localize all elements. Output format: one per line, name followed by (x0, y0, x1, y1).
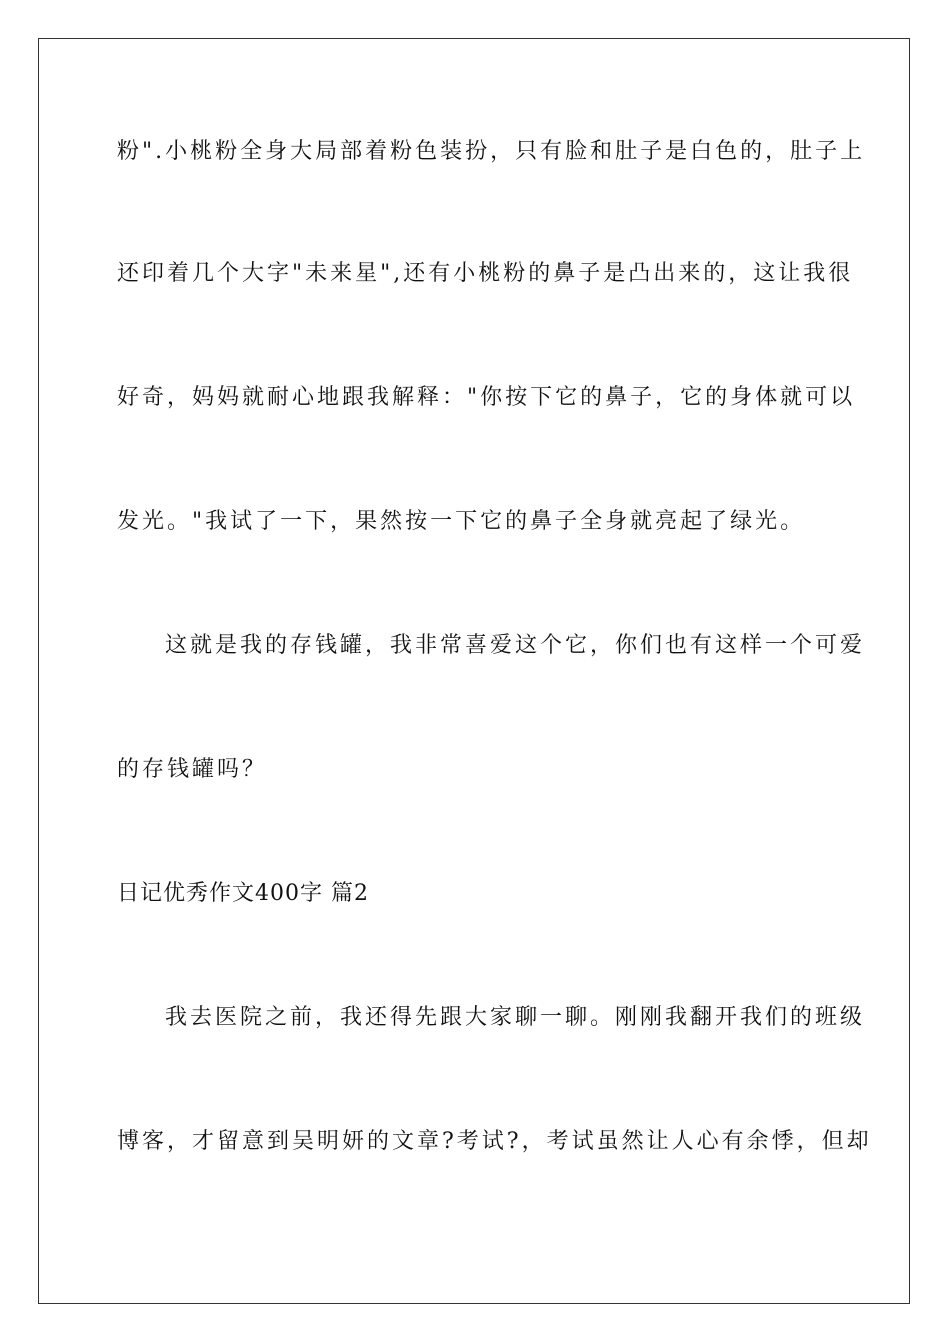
text-line: 粉".小桃粉全身大局部着粉色装扮，只有脸和肚子是白色的，肚子上 (117, 139, 866, 164)
text-line: 发光。"我试了一下，果然按一下它的鼻子全身就亮起了绿光。 (117, 509, 806, 534)
paragraph-first-line: 我去医院之前，我还得先跟大家聊一聊。刚刚我翻开我们的班级 (165, 1005, 866, 1030)
text-line: 好奇，妈妈就耐心地跟我解释："你按下它的鼻子，它的身体就可以 (117, 385, 856, 410)
paragraph-first-line: 这就是我的存钱罐，我非常喜爱这个它，你们也有这样一个可爱 (165, 633, 866, 658)
text-line: 博客，才留意到吴明妍的文章?考试?，考试虽然让人心有余悸，但却 (117, 1129, 872, 1154)
page-border (38, 38, 910, 1304)
section-heading: 日记优秀作文400字 篇2 (117, 881, 369, 906)
text-line: 的存钱罐吗？ (117, 757, 268, 782)
text-line: 还印着几个大字"未来星",还有小桃粉的鼻子是凸出来的，这让我很 (117, 261, 854, 286)
